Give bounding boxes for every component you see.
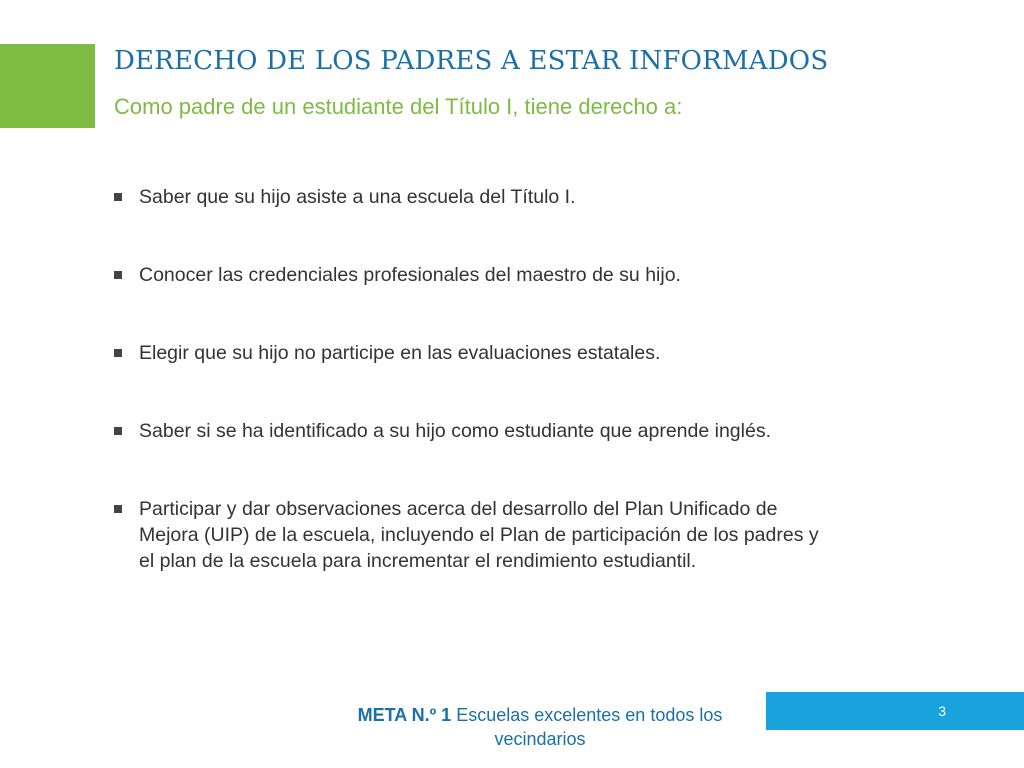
- slide-subtitle: Como padre de un estudiante del Título I, tiene derecho a:: [114, 94, 683, 119]
- footer-goal: [330, 703, 750, 751]
- slide-title: DERECHO DE LOS PADRES A ESTAR INFORMADOS: [114, 46, 829, 76]
- bullet-text: Saber si se ha identificado a su hijo como estudiante que aprende inglés.: [139, 420, 771, 442]
- page-number: 3: [938, 703, 946, 719]
- bullet-list: [112, 184, 832, 574]
- bullet-text: Participar y dar observaciones acerca del desarrollo del Plan Unificado de Mejora (UIP) de la escuela, incluyendo el Plan de participación de los padres y el plan de la escuela para incrementar el rendimiento estudiantil.: [139, 498, 819, 572]
- square-bullet-icon: [114, 505, 122, 513]
- bullet-item: [112, 340, 832, 366]
- bullet-item: [112, 418, 832, 444]
- square-bullet-icon: [114, 427, 122, 435]
- square-bullet-icon: [114, 193, 122, 201]
- footer-goal-label: META N.º 1: [357, 705, 452, 725]
- bullet-text: Elegir que su hijo no participe en las evaluaciones estatales.: [139, 342, 661, 364]
- square-bullet-icon: [114, 271, 122, 279]
- footer-goal-text: Escuelas excelentes en todos los vecindarios: [456, 705, 723, 749]
- bullet-item: [112, 262, 832, 288]
- footer-bar: [766, 692, 1024, 730]
- bullet-text: Conocer las credenciales profesionales del maestro de su hijo.: [139, 264, 681, 286]
- bullet-item: [112, 496, 832, 574]
- bullet-text: Saber que su hijo asiste a una escuela del Título I.: [139, 186, 576, 208]
- bullet-item: [112, 184, 832, 210]
- square-bullet-icon: [114, 349, 122, 357]
- accent-block: [0, 44, 95, 128]
